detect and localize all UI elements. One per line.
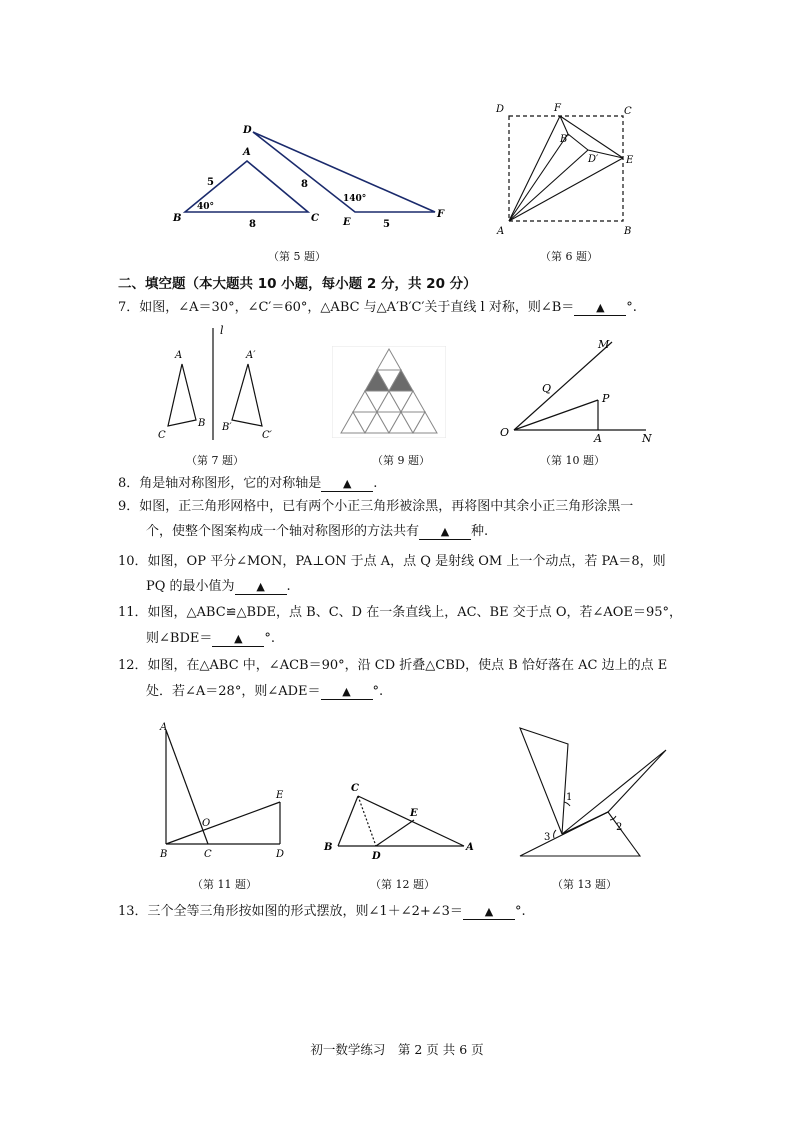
label-c: C — [351, 783, 359, 794]
question-12-text: 处．若∠A＝28°，则∠ADE＝ — [146, 684, 321, 699]
answer-blank-11 — [212, 632, 264, 647]
label-b: B — [624, 226, 632, 237]
side-bc: 8 — [249, 219, 256, 230]
side-ab: 5 — [207, 177, 214, 188]
question-10-line-2 — [146, 577, 291, 597]
answer-mark: ▲ — [256, 580, 265, 593]
label-b: B — [324, 842, 333, 853]
label-o: O — [500, 426, 510, 439]
label-p: P — [602, 392, 610, 405]
question-7-end: °. — [626, 300, 637, 315]
question-12-line-1: 12．如图，在△ABC 中，∠ACB＝90°，沿 CD 折叠△CBD，使点 B 恰好落在 AC 边上的点 E — [118, 658, 668, 673]
label-q: Q — [542, 382, 552, 395]
label-c: C — [204, 849, 212, 860]
angle-3-label: 3 — [544, 832, 551, 843]
label-o: O — [202, 818, 211, 829]
label-c-prime: C′ — [262, 430, 272, 441]
label-e: E — [276, 790, 284, 801]
side-de: 8 — [301, 179, 308, 190]
figure-11-caption: （第 11 题） — [192, 878, 257, 891]
label-f: F — [554, 103, 561, 114]
answer-blank-9 — [419, 525, 471, 540]
label-m: M — [598, 338, 610, 351]
label-e: E — [626, 155, 634, 166]
label-a: A — [594, 432, 602, 444]
answer-mark: ▲ — [440, 525, 450, 538]
label-a: A — [160, 722, 168, 733]
question-7-text: 7．如图，∠A＝30°，∠C′＝60°，△ABC 与△A′B′C′关于直线 l 对称，则∠B＝ — [118, 300, 575, 315]
label-l: l — [220, 324, 224, 337]
question-7 — [118, 298, 637, 318]
answer-blank-7 — [574, 301, 626, 316]
angle-1-label: 1 — [566, 792, 573, 803]
question-9-line-2 — [146, 522, 488, 542]
question-13-end: °. — [514, 904, 526, 919]
label-d-prime: D′ — [588, 154, 599, 165]
label-a: A — [175, 350, 183, 361]
label-d: D — [276, 849, 285, 860]
question-10-end: . — [286, 579, 291, 594]
answer-mark: ▲ — [234, 632, 243, 645]
label-f: F — [437, 209, 445, 220]
label-b: B — [198, 418, 206, 429]
question-13 — [118, 902, 526, 922]
figure-13 — [508, 716, 672, 862]
answer-blank-13 — [463, 905, 515, 920]
label-e: E — [343, 217, 351, 228]
figure-6 — [492, 98, 642, 238]
label-d: D — [243, 125, 252, 136]
label-c: C — [311, 213, 319, 224]
label-e: E — [410, 808, 418, 819]
question-12-line-2 — [146, 682, 383, 702]
figure-7-caption: （第 7 题） — [186, 454, 244, 467]
label-d: D — [496, 104, 505, 115]
figure-9 — [332, 346, 446, 438]
page-footer: 初一数学练习 第 2 页 共 6 页 — [310, 1042, 484, 1057]
question-8-text: 8．角是轴对称图形，它的对称轴是 — [118, 476, 322, 491]
answer-blank-12 — [321, 685, 373, 700]
label-a-prime: A′ — [246, 350, 256, 361]
label-c: C — [158, 430, 166, 441]
figure-13-caption: （第 13 题） — [552, 878, 617, 891]
question-8-end: . — [373, 476, 378, 491]
label-c: C — [624, 106, 632, 117]
question-9-line-1: 9．如图，正三角形网格中，已有两个小正三角形被涂黑，再将图中其余小正三角形涂黑一 — [118, 499, 634, 514]
label-b-prime: B′ — [222, 422, 232, 433]
figure-10 — [496, 334, 666, 444]
question-11-line-1: 11．如图，△ABC≌△BDE，点 B、C、D 在一条直线上，AC、BE 交于点 O，若∠AOE＝95°， — [118, 605, 682, 620]
figure-12 — [318, 776, 478, 862]
figure-12-caption: （第 12 题） — [370, 878, 435, 891]
label-d: D — [372, 851, 381, 862]
label-a: A — [497, 226, 505, 237]
question-9-end: 种. — [471, 524, 489, 539]
question-11-text: 则∠BDE＝ — [146, 631, 213, 646]
figure-11 — [150, 718, 300, 864]
angle-2-label: 2 — [616, 822, 623, 833]
figure-5 — [165, 115, 455, 230]
label-b-prime: B′ — [560, 134, 570, 145]
answer-blank-8 — [321, 477, 373, 492]
label-n: N — [642, 432, 652, 444]
question-10-text: PQ 的最小值为 — [146, 579, 235, 594]
angle-e: 140° — [343, 194, 367, 204]
question-11-line-2 — [146, 629, 275, 649]
answer-mark: ▲ — [484, 905, 494, 918]
answer-blank-10 — [235, 580, 287, 595]
label-a: A — [243, 147, 251, 158]
label-a: A — [466, 842, 474, 853]
side-ef: 5 — [383, 219, 390, 230]
label-b: B — [160, 849, 168, 860]
figure-6-caption: （第 6 题） — [540, 250, 598, 263]
figure-5-caption: （第 5 题） — [268, 250, 326, 263]
answer-mark: ▲ — [343, 477, 352, 490]
question-12-end: °. — [372, 684, 384, 699]
section-title: 二、填空题（本大题共 10 小题，每小题 2 分，共 20 分） — [118, 276, 477, 292]
angle-b: 40° — [197, 202, 215, 212]
question-13-text: 13．三个全等三角形按如图的形式摆放，则∠1＋∠2+∠3＝ — [118, 904, 463, 919]
figure-7 — [150, 320, 290, 445]
answer-mark: ▲ — [596, 301, 605, 314]
question-8 — [118, 474, 377, 494]
figure-9-caption: （第 9 题） — [372, 454, 430, 467]
answer-mark: ▲ — [342, 685, 351, 698]
question-10-line-1: 10．如图，OP 平分∠MON，PA⊥ON 于点 A，点 Q 是射线 OM 上一个动点，若 PA＝8，则 — [118, 554, 666, 569]
figure-10-caption: （第 10 题） — [540, 454, 605, 467]
question-9-text: 个，使整个图案构成一个轴对称图形的方法共有 — [146, 524, 420, 539]
question-11-end: °. — [264, 631, 275, 646]
label-b: B — [173, 213, 182, 224]
